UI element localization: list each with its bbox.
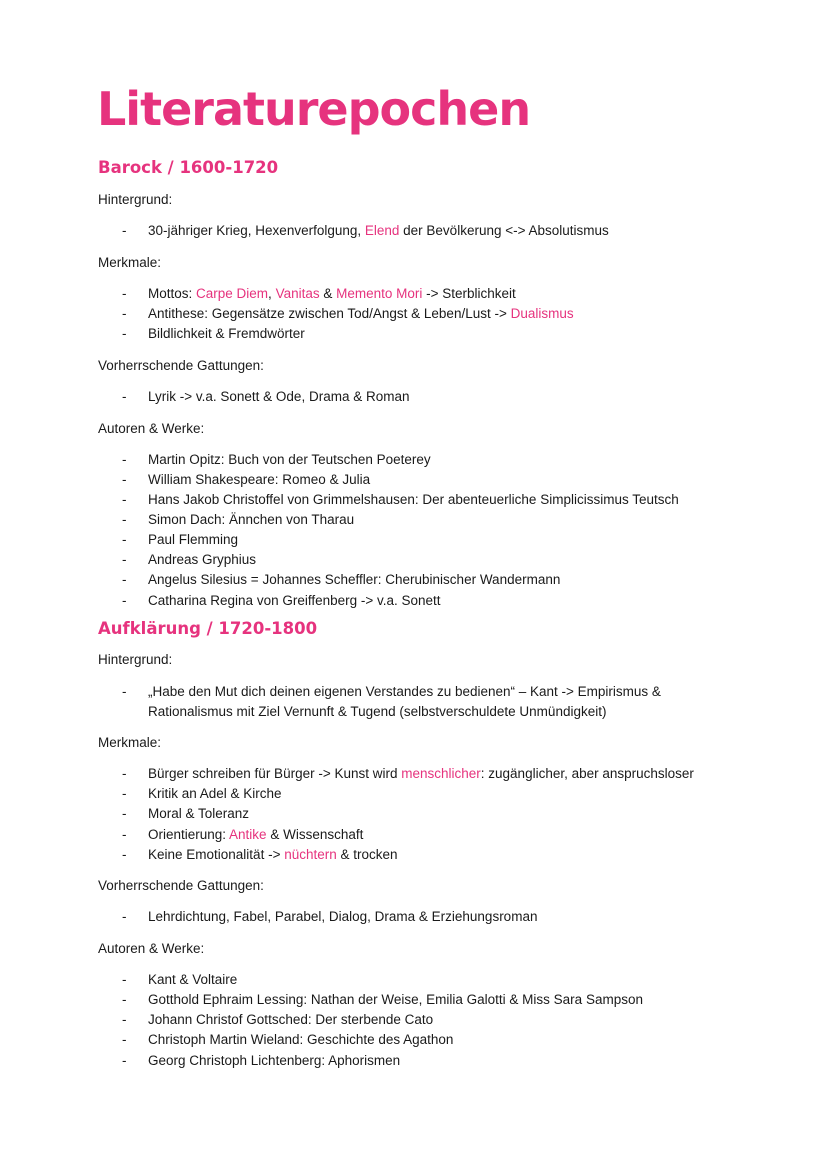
bullet: - <box>122 512 127 527</box>
bullet: - <box>122 593 127 608</box>
label-autoren: Autoren & Werke: <box>98 421 205 436</box>
list-item <box>122 284 762 304</box>
list-item-text: Georg Christoph Lichtenberg: Aphorismen <box>148 1053 401 1068</box>
list-item <box>122 304 762 324</box>
label-hintergrund: Hintergrund: <box>98 192 173 207</box>
bullet: - <box>122 684 127 699</box>
bullet: - <box>122 532 127 547</box>
label-merkmale: Merkmale: <box>98 735 162 750</box>
section-heading-aufklaerung: Aufklärung / 1720-1800 <box>98 619 318 638</box>
list-item <box>122 764 762 784</box>
list-item-text: Kritik an Adel & Kirche <box>148 786 282 801</box>
label-hintergrund: Hintergrund: <box>98 652 173 667</box>
list-item-text: Bildlichkeit & Fremdwörter <box>148 326 305 341</box>
bullet: - <box>122 786 127 801</box>
bullet: - <box>122 452 127 467</box>
list-item-text: Lehrdichtung, Fabel, Parabel, Dialog, Drama & Erziehungsroman <box>148 909 538 924</box>
list-item <box>122 591 762 611</box>
list-item-text: Kant & Voltaire <box>148 972 238 987</box>
bullet: - <box>122 827 127 842</box>
list-item <box>122 825 762 845</box>
page-title: Literaturepochen <box>97 82 531 136</box>
list-item-text: „Habe den Mut dich deinen eigenen Verstandes zu bedienen“ – Kant -> Empirismus & Rationalismus mit Ziel Vernunft & Tugend (selbstverschuldete Unmündigkeit) <box>148 684 661 719</box>
label-gattungen: Vorherrschende Gattungen: <box>98 358 264 373</box>
bullet: - <box>122 992 127 1007</box>
list-item-text: Andreas Gryphius <box>148 552 257 567</box>
list-item <box>122 550 762 570</box>
bullet: - <box>122 552 127 567</box>
label-autoren: Autoren & Werke: <box>98 941 205 956</box>
list-item <box>122 990 762 1010</box>
list-item-text: Keine Emotionalität -> nüchtern & trocken <box>148 847 398 862</box>
section-heading-barock: Barock / 1600-1720 <box>98 158 279 177</box>
bullet: - <box>122 806 127 821</box>
bullet: - <box>122 492 127 507</box>
list-item <box>122 490 762 510</box>
list-item-text: Christoph Martin Wieland: Geschichte des Agathon <box>148 1032 454 1047</box>
list-item-text: Hans Jakob Christoffel von Grimmelshausen: Der abenteuerliche Simplicissimus Teutsch <box>148 492 679 507</box>
list-item <box>122 324 762 344</box>
list-item-text: Gotthold Ephraim Lessing: Nathan der Weise, Emilia Galotti & Miss Sara Sampson <box>148 992 643 1007</box>
label-merkmale: Merkmale: <box>98 255 162 270</box>
bullet: - <box>122 306 127 321</box>
list-item <box>122 1030 762 1050</box>
list-item-text: Simon Dach: Ännchen von Tharau <box>148 512 355 527</box>
bullet: - <box>122 766 127 781</box>
list-item <box>122 682 722 722</box>
bullet: - <box>122 1032 127 1047</box>
label-gattungen: Vorherrschende Gattungen: <box>98 878 264 893</box>
list-item <box>122 970 762 990</box>
bullet: - <box>122 1053 127 1068</box>
list-item-text: Mottos: Carpe Diem, Vanitas & Memento Mori -> Sterblichkeit <box>148 286 516 301</box>
list-item-text: Lyrik -> v.a. Sonett & Ode, Drama & Roman <box>148 389 410 404</box>
list-item <box>122 530 762 550</box>
list-item <box>122 804 762 824</box>
bullet: - <box>122 472 127 487</box>
bullet: - <box>122 389 127 404</box>
list-item-text: Johann Christof Gottsched: Der sterbende Cato <box>148 1012 434 1027</box>
list-item <box>122 784 762 804</box>
list-item-text: Bürger schreiben für Bürger -> Kunst wird menschlicher: zugänglicher, aber anspruchsloser <box>148 766 694 781</box>
bullet: - <box>122 286 127 301</box>
list-item <box>122 470 762 490</box>
list-item-text: Antithese: Gegensätze zwischen Tod/Angst & Leben/Lust -> Dualismus <box>148 306 574 321</box>
bullet: - <box>122 972 127 987</box>
list-item-text: 30-jähriger Krieg, Hexenverfolgung, Elend der Bevölkerung <-> Absolutismus <box>148 223 609 238</box>
list-item-text: Angelus Silesius = Johannes Scheffler: Cherubinischer Wandermann <box>148 572 561 587</box>
list-item-text: Orientierung: Antike & Wissenschaft <box>148 827 364 842</box>
list-item-text: Moral & Toleranz <box>148 806 250 821</box>
list-item <box>122 450 762 470</box>
list-item-text: William Shakespeare: Romeo & Julia <box>148 472 371 487</box>
list-item-text: Catharina Regina von Greiffenberg -> v.a. Sonett <box>148 593 441 608</box>
bullet: - <box>122 326 127 341</box>
list-item <box>122 510 762 530</box>
bullet: - <box>122 223 127 238</box>
list-item <box>122 845 762 865</box>
list-item-text: Paul Flemming <box>148 532 239 547</box>
bullet: - <box>122 909 127 924</box>
list-item <box>122 570 762 590</box>
list-item <box>122 1010 762 1030</box>
list-item-text: Martin Opitz: Buch von der Teutschen Poeterey <box>148 452 431 467</box>
list-item <box>122 1051 762 1071</box>
list-item <box>122 907 762 927</box>
bullet: - <box>122 572 127 587</box>
bullet: - <box>122 847 127 862</box>
list-item <box>122 387 762 407</box>
list-item <box>122 221 762 241</box>
bullet: - <box>122 1012 127 1027</box>
